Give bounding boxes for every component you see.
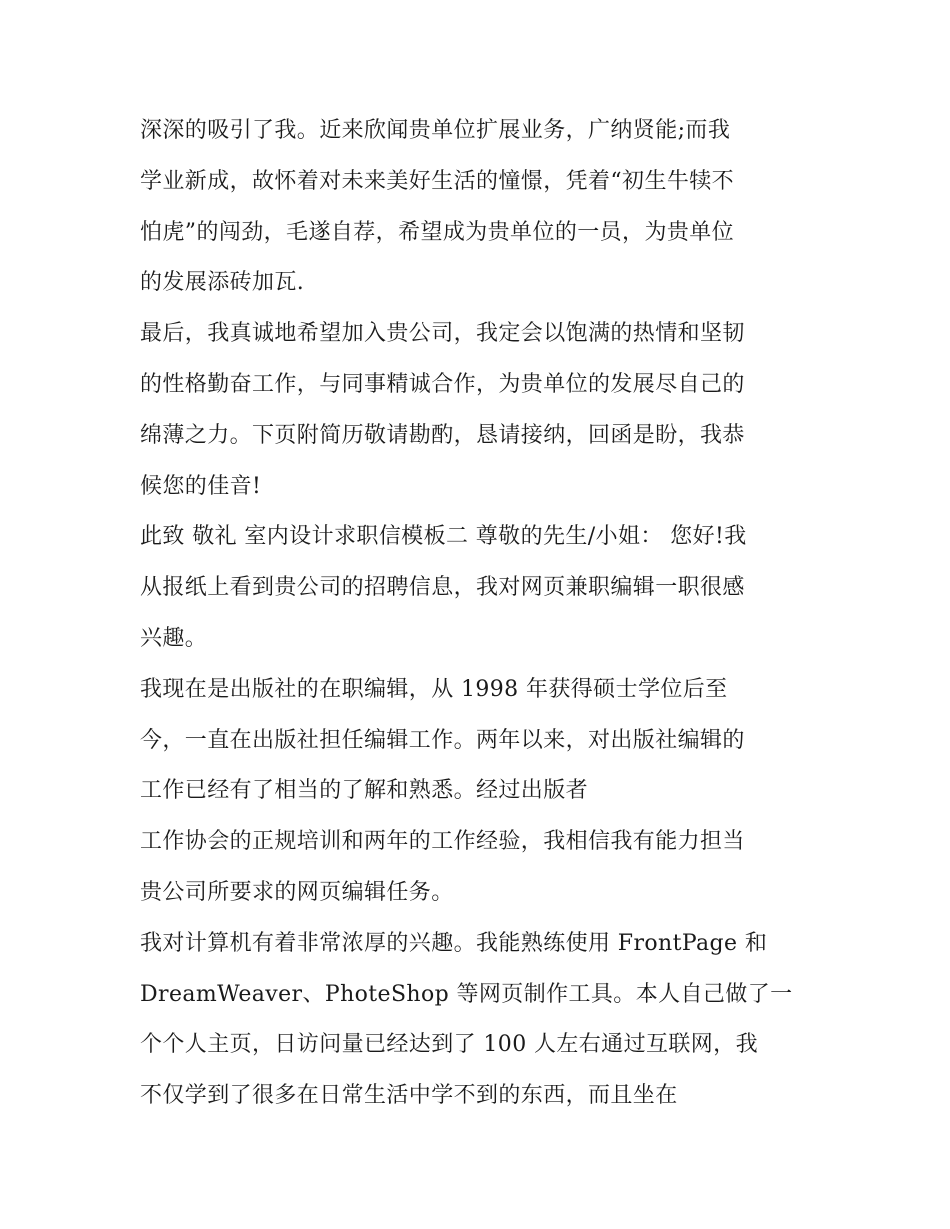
text-line: 怕虎”的闯劲，毛遂自荐，希望成为贵单位的一员，为贵单位 [140,219,735,245]
text-line: 的发展添砖加瓦. [140,270,305,296]
letter-body [140,109,820,1125]
text-line: 候您的佳音! [140,473,262,499]
text-line: 我对计算机有着非常浓厚的兴趣。我能熟练使用 FrontPage 和 [140,930,768,956]
text-line: 不仅学到了很多在日常生活中学不到的东西，而且坐在 [140,1083,678,1109]
text-line: 个个人主页，日访问量已经达到了 100 人左右通过互联网，我 [140,1032,758,1058]
text-line: 今，一直在出版社担任编辑工作。两年以来，对出版社编辑的 [140,727,745,753]
text-line: 此致 敬礼 室内设计求职信模板二 尊敬的先生/小姐： 您好!我 [140,524,747,550]
text-line: 贵公司所要求的网页编辑任务。 [140,879,454,905]
text-line: 兴趣。 [140,625,208,651]
text-line: 绵薄之力。下页附简历敬请勘酌，恳请接纳，回函是盼，我恭 [140,422,745,448]
text-line: 我现在是出版社的在职编辑，从 1998 年获得硕士学位后至 [140,676,728,702]
text-line: DreamWeaver、PhoteShop 等网页制作工具。本人自己做了一 [140,981,793,1007]
text-line: 工作已经有了相当的了解和熟悉。经过出版者 [140,778,589,804]
text-line: 工作协会的正规培训和两年的工作经验，我相信我有能力担当 [140,829,745,855]
text-line: 最后，我真诚地希望加入贵公司，我定会以饱满的热情和坚韧 [140,321,745,347]
text-line: 从报纸上看到贵公司的招聘信息，我对网页兼职编辑一职很感 [140,575,745,601]
text-line: 的性格勤奋工作，与同事精诚合作，为贵单位的发展尽自己的 [140,371,745,397]
text-line: 学业新成，故怀着对未来美好生活的憧憬，凭着“初生牛犊不 [140,168,735,194]
text-line: 深深的吸引了我。近来欣闻贵单位扩展业务，广纳贤能;而我 [140,118,731,143]
